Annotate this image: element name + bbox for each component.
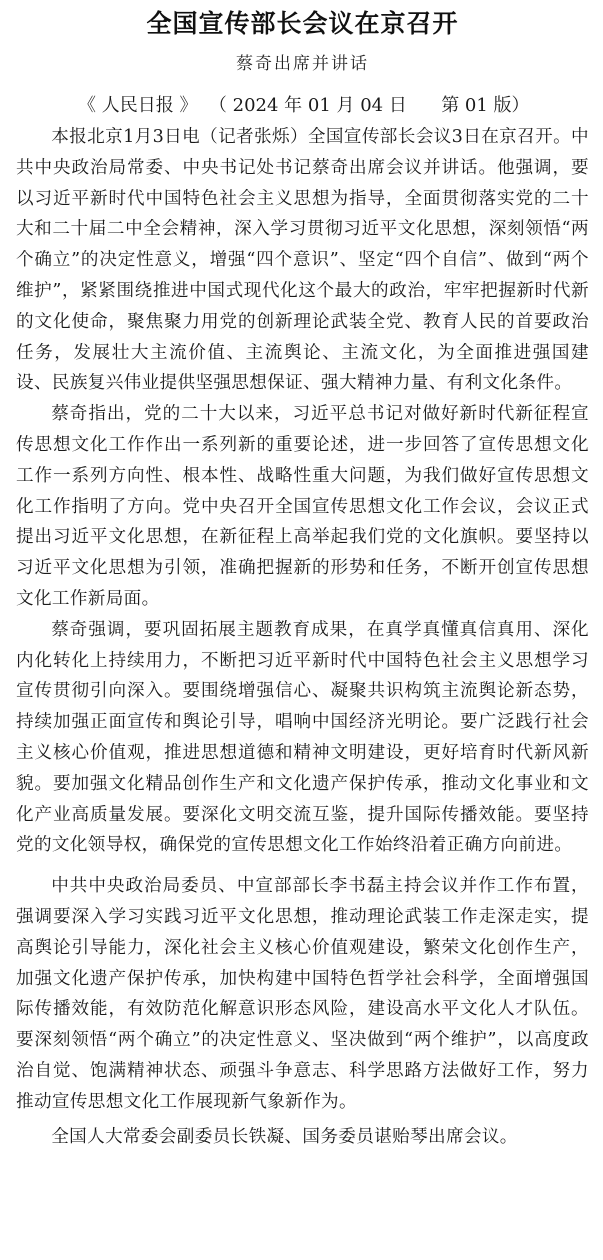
paragraph-5: 全国人大常委会副委员长铁凝、国务委员谌贻琴出席会议。 [51,1126,518,1147]
paragraph-3: 蔡奇强调，要巩固拓展主题教育成果，在真学真懂真信真用、深化内化转化上持续用力，不断把习近平新时代中国特色社会主义思想学习宣传贯彻引向深入。要围绕增强信心、凝聚共识构筑主流舆论新态势，持续加强正面宣传和舆论引导，唱响中国经济光明论。要广泛践行社会主义核心价值观，推进思想道德和精神文明建设，更好培育时代新风新貌。要加强文化精品创作生产和文化遗产保护传承，推动文化事业和文化产业高质量发展。要深化文明交流互鉴，提升国际传播效能。要坚持党的文化领导权，确保党的宣传思想文化工作始终沿着正确方向前进。 [16,619,589,856]
paragraph-1: 本报北京1月3日电（记者张烁）全国宣传部长会议3日在京召开。中共中央政治局常委、中央书记处书记蔡奇出席会议并讲话。他强调，要以习近平新时代中国特色社会主义思想为指导，全面贯彻落实党的二十大和二十届二中全会精神，深入学习贯彻习近平文化思想，深刻领悟“两个确立”的决定性意义，增强“四个意识”、坚定“四个自信”、做到“两个维护”，紧紧围绕推进中国式现代化这个最大的政治，牢牢把握新时代新的文化使命，聚焦聚力用党的创新理论武装全党、教育人民的首要政治任务，发展壮大主流价值、主流舆论、主流文化，为全面推进强国建设、民族复兴伟业提供坚强思想保证、强大精神力量、有利文化条件。 [16,127,589,394]
source-line [16,92,589,120]
headline: 全国宣传部长会议在京召开 [146,9,459,38]
paragraph-2: 蔡奇指出，党的二十大以来，习近平总书记对做好新时代新征程宣传思想文化工作作出一系列新的重要论述，进一步回答了宣传思想文化工作一系列方向性、根本性、战略性重大问题，为我们做好宣传思想文化工作指明了方向。党中央召开全国宣传思想文化工作会议，会议正式提出习近平文化思想，在新征程上高举起我们党的文化旗帜。要坚持以习近平文化思想为引领，准确把握新的形势和任务，不断开创宣传思想文化工作新局面。 [16,404,589,609]
paragraph-4: 中共中央政治局委员、中宣部部长李书磊主持会议并作工作布置，强调要深入学习实践习近平文化思想，推动理论武装工作走深走实，提高舆论引导能力，深化社会主义核心价值观建设，繁荣文化创作生产，加强文化遗产保护传承，加快构建中国特色哲学社会科学，全面增强国际传播效能，有效防范化解意识形态风险，建设高水平文化人才队伍。要深刻领悟“两个确立”的决定性意义、坚决做到“两个维护”，以高度政治自觉、饱满精神状态、顽强斗争意志、科学思路方法做好工作，努力推动宣传思想文化工作展现新气象新作为。 [16,876,589,1112]
article-body [16,122,589,1152]
source-paper: 《 人民日报 》 [78,95,198,116]
source-page: 第 01 版） [441,95,530,116]
source-date: （ 2024 年 01 月 04 日 [208,95,407,116]
subheadline: 蔡奇出席并讲话 [236,54,369,74]
